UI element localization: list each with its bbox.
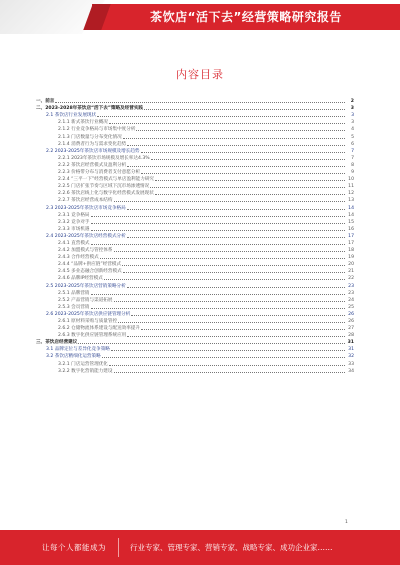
- toc-leader-dots: [150, 187, 345, 188]
- toc-entry-page: 32: [345, 354, 354, 359]
- toc-leader-dots: [114, 301, 346, 302]
- toc-entry-page: 23: [345, 284, 354, 289]
- toc-entry-label: 一、前言: [36, 99, 55, 105]
- toc-entry-label: 2.5.3 会员营销: [58, 304, 90, 310]
- toc-entry[interactable]: [36, 324, 354, 331]
- toc-entry[interactable]: [36, 260, 354, 267]
- toc-leader-dots: [123, 138, 345, 139]
- toc-leader-dots: [136, 130, 345, 131]
- toc-entry-page: 18: [345, 248, 354, 253]
- toc-leader-dots: [141, 329, 345, 330]
- toc-leader-dots: [155, 194, 345, 195]
- toc-entry-label: 2.5.2 产品营销与渠道拓展: [58, 297, 113, 303]
- toc-entry-label: 3.2 茶饮店精细化运营策略: [46, 354, 101, 360]
- toc-entry[interactable]: [36, 104, 354, 111]
- toc-entry-page: 12: [345, 191, 354, 196]
- toc-entry-label: 2.4.1 直营模式: [58, 240, 90, 246]
- toc-leader-dots: [127, 209, 345, 210]
- toc-entry[interactable]: [36, 140, 354, 147]
- toc-entry-label: 3.2.2 数字化营销能力建设: [58, 368, 113, 374]
- toc-entry[interactable]: [36, 331, 354, 338]
- toc-entry-page: 17: [345, 241, 354, 246]
- toc-entry-page: 3: [345, 113, 354, 118]
- toc-entry-page: 16: [345, 227, 354, 232]
- toc-heading: 内容目录: [176, 68, 224, 81]
- toc-entry-page: 7: [345, 156, 354, 161]
- toc-entry-page: 6: [345, 142, 354, 147]
- toc-entry[interactable]: [36, 211, 354, 218]
- toc-leader-dots: [127, 145, 345, 146]
- toc-entry-label: 2.2.6 茶饮店线上化与数字化经营模式发展现状: [58, 191, 154, 197]
- toc-entry[interactable]: [36, 97, 354, 104]
- toc-entry-label: 2.6.3 数字化供应链管理系统应用: [58, 333, 127, 339]
- toc-entry-page: 28: [345, 333, 354, 338]
- toc-entry-page: 26: [345, 319, 354, 324]
- toc-entry[interactable]: [36, 338, 354, 345]
- toc-entry-page: 8: [345, 163, 354, 168]
- toc-leader-dots: [155, 180, 345, 181]
- toc-entry[interactable]: [36, 310, 354, 317]
- toc-entry-label: 2.2.5 门店扩张节奏与区域下沉市场渗透情况: [58, 184, 150, 190]
- toc-leader-dots: [127, 336, 345, 337]
- toc-entry[interactable]: [36, 253, 354, 260]
- toc-leader-dots: [55, 102, 345, 103]
- toc-entry[interactable]: [36, 154, 354, 161]
- toc-leader-dots: [127, 166, 345, 167]
- toc-entry-label: 2.2.7 茶饮店经营成本结构: [58, 198, 113, 204]
- toc-leader-dots: [141, 173, 345, 174]
- toc-leader-dots: [91, 244, 345, 245]
- toc-entry-label: 2.1.2 行业竞争格局与市场集中度分析: [58, 127, 136, 133]
- toc-entry-label: 2.6 2023-2025年茶饮店供应链管理分析: [46, 311, 131, 317]
- toc-entry-page: 26: [345, 312, 354, 317]
- toc-entry[interactable]: [36, 175, 354, 182]
- toc-entry-label: 2.4.4 “品牌+供应链”经营模式: [58, 262, 122, 268]
- toc-entry[interactable]: [36, 161, 354, 168]
- toc-entry[interactable]: [36, 168, 354, 175]
- toc-entry[interactable]: [36, 367, 354, 374]
- toc-entry-page: 19: [345, 255, 354, 260]
- toc-entry-label: 2.4.2 加盟模式与管控体系: [58, 248, 113, 254]
- toc-entry[interactable]: [36, 359, 354, 366]
- toc-leader-dots: [131, 315, 345, 316]
- toc-leader-dots: [91, 216, 345, 217]
- table-of-contents: [36, 97, 354, 374]
- toc-entry-label: 2.2.3 价格带分布与消费者支付意愿分析: [58, 170, 141, 176]
- toc-entry[interactable]: [36, 111, 354, 118]
- toc-entry[interactable]: [36, 267, 354, 274]
- toc-entry-page: 11: [345, 184, 354, 189]
- toc-entry-label: 2.1 茶饮店行业发展现状: [46, 113, 97, 119]
- toc-entry-page: 34: [345, 369, 354, 374]
- toc-entry-label: 2.5 2023-2025年茶饮店营销策略分析: [46, 283, 126, 289]
- toc-leader-dots: [123, 272, 345, 273]
- toc-entry[interactable]: [36, 132, 354, 139]
- toc-entry-label: 2.2.1 2023年茶饮市场规模及增长率达4.3%: [58, 155, 150, 161]
- toc-leader-dots: [114, 372, 346, 373]
- toc-leader-dots: [100, 258, 345, 259]
- toc-leader-dots: [109, 123, 345, 124]
- toc-leader-dots: [114, 251, 346, 252]
- toc-entry[interactable]: [36, 147, 354, 154]
- toc-entry-label: 二、2023-2028年茶饮店“活下去”策略及经营实践: [36, 106, 144, 112]
- toc-entry-label: 2.3.2 竞争对手: [58, 219, 90, 225]
- toc-entry-label: 2.3.1 竞争格局: [58, 212, 90, 218]
- toc-entry-page: 7: [345, 149, 354, 154]
- toc-leader-dots: [91, 230, 345, 231]
- toc-entry[interactable]: [36, 232, 354, 239]
- toc-entry-label: 2.4.5 多业态融合创新经营模式: [58, 269, 122, 275]
- toc-entry-label: 三、茶饮店经营建议: [36, 340, 78, 346]
- toc-entry-label: 2.4 2023-2025年茶饮店经营模式分析: [46, 233, 126, 239]
- toc-entry-page: 33: [345, 362, 354, 367]
- report-footer: [0, 530, 400, 565]
- toc-entry-label: 2.1.1 新式茶饮行业概况: [58, 120, 108, 126]
- toc-entry[interactable]: [36, 189, 354, 196]
- toc-entry-page: 21: [345, 269, 354, 274]
- toc-entry-page: 17: [345, 234, 354, 239]
- toc-leader-dots: [104, 279, 345, 280]
- report-header: [0, 0, 400, 34]
- toc-leader-dots: [127, 287, 345, 288]
- toc-entry[interactable]: [36, 246, 354, 253]
- toc-entry-page: 23: [345, 291, 354, 296]
- toc-entry[interactable]: [36, 118, 354, 125]
- toc-leader-dots: [127, 237, 345, 238]
- toc-entry-label: 2.1.4 消费者行为与需求变化趋势: [58, 141, 127, 147]
- toc-entry[interactable]: [36, 196, 354, 203]
- toc-entry-label: 2.3 2023-2025年茶饮店市场竞争格局: [46, 205, 126, 211]
- toc-entry-page: 10: [345, 177, 354, 182]
- toc-leader-dots: [141, 152, 345, 153]
- toc-leader-dots: [114, 201, 346, 202]
- toc-entry-page: 9: [345, 170, 354, 175]
- toc-entry[interactable]: [36, 345, 354, 352]
- toc-entry-page: 24: [345, 298, 354, 303]
- toc-entry[interactable]: [36, 225, 354, 232]
- toc-entry[interactable]: [36, 281, 354, 288]
- toc-entry[interactable]: [36, 296, 354, 303]
- toc-entry-page: 4: [345, 127, 354, 132]
- toc-entry-label: 2.2 2023-2025年茶饮店市场规模及增长趋势: [46, 148, 140, 154]
- toc-entry-label: 2.6.1 原材料采购与质量管控: [58, 319, 118, 324]
- toc-entry[interactable]: [36, 274, 354, 281]
- toc-entry[interactable]: [36, 352, 354, 359]
- toc-entry[interactable]: [36, 317, 354, 324]
- toc-leader-dots: [151, 159, 345, 160]
- toc-leader-dots: [91, 308, 345, 309]
- toc-leader-dots: [97, 116, 345, 117]
- toc-entry[interactable]: [36, 203, 354, 210]
- toc-entry[interactable]: [36, 125, 354, 132]
- toc-entry-label: 2.2.2 茶饮店经营模式及盈利分析: [58, 162, 127, 168]
- toc-leader-dots: [118, 322, 345, 323]
- toc-entry-page: 15: [345, 220, 354, 225]
- toc-entry[interactable]: [36, 289, 354, 296]
- toc-entry-label: 2.2.4 “三平一下”经营模式与单店盈利能力研究: [58, 177, 155, 183]
- toc-leader-dots: [111, 350, 345, 351]
- toc-entry[interactable]: [36, 239, 354, 246]
- report-title: 茶饮店“活下去”经营策略研究报告: [150, 10, 342, 24]
- toc-entry-page: 25: [345, 305, 354, 310]
- toc-entry-label: 2.4.6 品牌IP经营模式: [58, 276, 103, 282]
- toc-entry-label: 2.4.3 合作经营模式: [58, 255, 99, 261]
- toc-leader-dots: [109, 365, 345, 366]
- toc-leader-dots: [91, 294, 345, 295]
- toc-entry-page: 20: [345, 262, 354, 267]
- toc-entry-page: 3: [345, 120, 354, 125]
- footer-slogan-right: 行业专家、管理专家、营销专家、战略专家、成功企业家……: [130, 543, 333, 552]
- toc-entry[interactable]: [36, 182, 354, 189]
- toc-entry-page: 2: [345, 99, 354, 104]
- toc-entry-page: 22: [345, 276, 354, 281]
- toc-entry-label: 3.2.1 门店运营管理优化: [58, 361, 108, 367]
- page-number: 1: [345, 520, 348, 525]
- toc-entry[interactable]: [36, 218, 354, 225]
- footer-slogan-left: 让每个人都能成为: [42, 543, 106, 552]
- toc-entry-page: 3: [345, 106, 354, 111]
- toc-entry-label: 2.5.1 品牌营销: [58, 290, 90, 296]
- toc-entry-page: 13: [345, 198, 354, 203]
- toc-leader-dots: [91, 223, 345, 224]
- toc-entry-page: 31: [345, 347, 354, 352]
- toc-entry-page: 5: [345, 135, 354, 140]
- toc-entry-label: 2.1.3 门店数量与分布变化情况: [58, 134, 122, 140]
- toc-entry-label: 3.1 品牌定位与差异化竞争策略: [46, 347, 110, 353]
- footer-divider: [118, 538, 119, 557]
- toc-entry-label: 2.6.2 仓储物流体系建设与配送效率提升: [58, 326, 141, 332]
- toc-leader-dots: [102, 357, 345, 358]
- toc-leader-dots: [144, 109, 345, 110]
- toc-leader-dots: [122, 265, 345, 266]
- toc-entry-page: 14: [345, 206, 354, 211]
- toc-entry-label: 2.3.3 市场机遇: [58, 226, 90, 232]
- toc-entry-page: 31: [345, 340, 354, 345]
- toc-entry-page: 27: [345, 326, 354, 331]
- toc-leader-dots: [78, 343, 345, 344]
- toc-entry[interactable]: [36, 303, 354, 310]
- toc-entry-page: 14: [345, 213, 354, 218]
